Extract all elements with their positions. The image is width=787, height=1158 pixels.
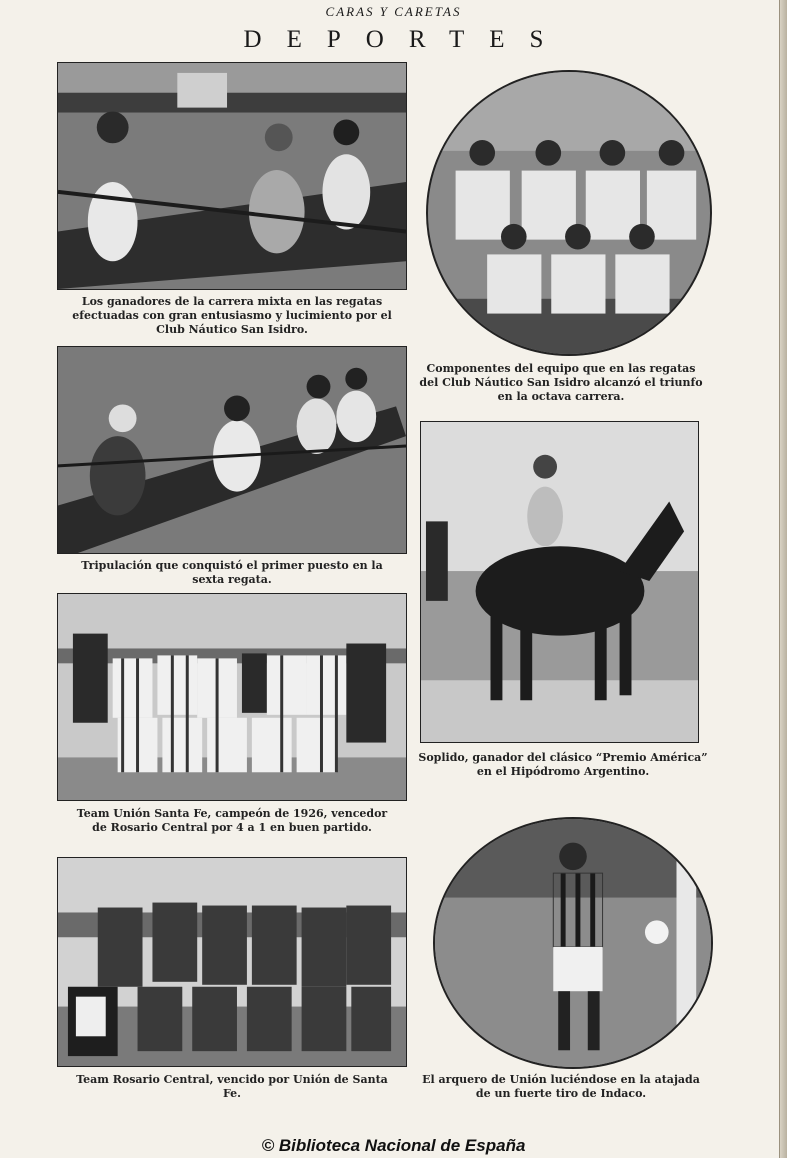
caption-horse: Soplido, ganador del clásico “Premio América” en el Hipódromo Argentino.	[418, 751, 708, 778]
photo-union-team	[57, 593, 407, 801]
caption-goalkeeper: El arquero de Unión luciéndose en la atajada de un fuerte tiro de Indaco.	[422, 1073, 700, 1100]
section-title: DEPORTES	[243, 26, 569, 53]
page-edge	[779, 0, 787, 1158]
photo-rowing-crew	[57, 346, 407, 554]
photo-goalkeeper	[433, 817, 713, 1069]
caption-union-team: Team Unión Santa Fe, campeón de 1926, vencedor de Rosario Central por 4 a 1 en buen partido.	[76, 807, 388, 834]
caption-rosario-team: Team Rosario Central, vencido por Unión de Santa Fe.	[76, 1073, 388, 1100]
photo-horse	[420, 421, 699, 743]
caption-rowing-crew: Tripulación que conquistó el primer puesto en la sexta regata.	[81, 559, 383, 586]
photo-rosario-team	[57, 857, 407, 1067]
photo-rowing-mixed	[57, 62, 407, 290]
caption-rowing-team: Componentes del equipo que en las regatas del Club Náutico San Isidro alcanzó el triunfo en la octava carrera.	[419, 362, 703, 403]
masthead: CARAS Y CARETAS	[325, 4, 462, 19]
caption-rowing-mixed: Los ganadores de la carrera mixta en las regatas efectuadas con gran entusiasmo y lucimiento por el Club Náutico San Isidro.	[72, 295, 392, 336]
footer-copyright: © Biblioteca Nacional de España	[261, 1136, 526, 1155]
photo-rowing-team	[426, 70, 712, 356]
